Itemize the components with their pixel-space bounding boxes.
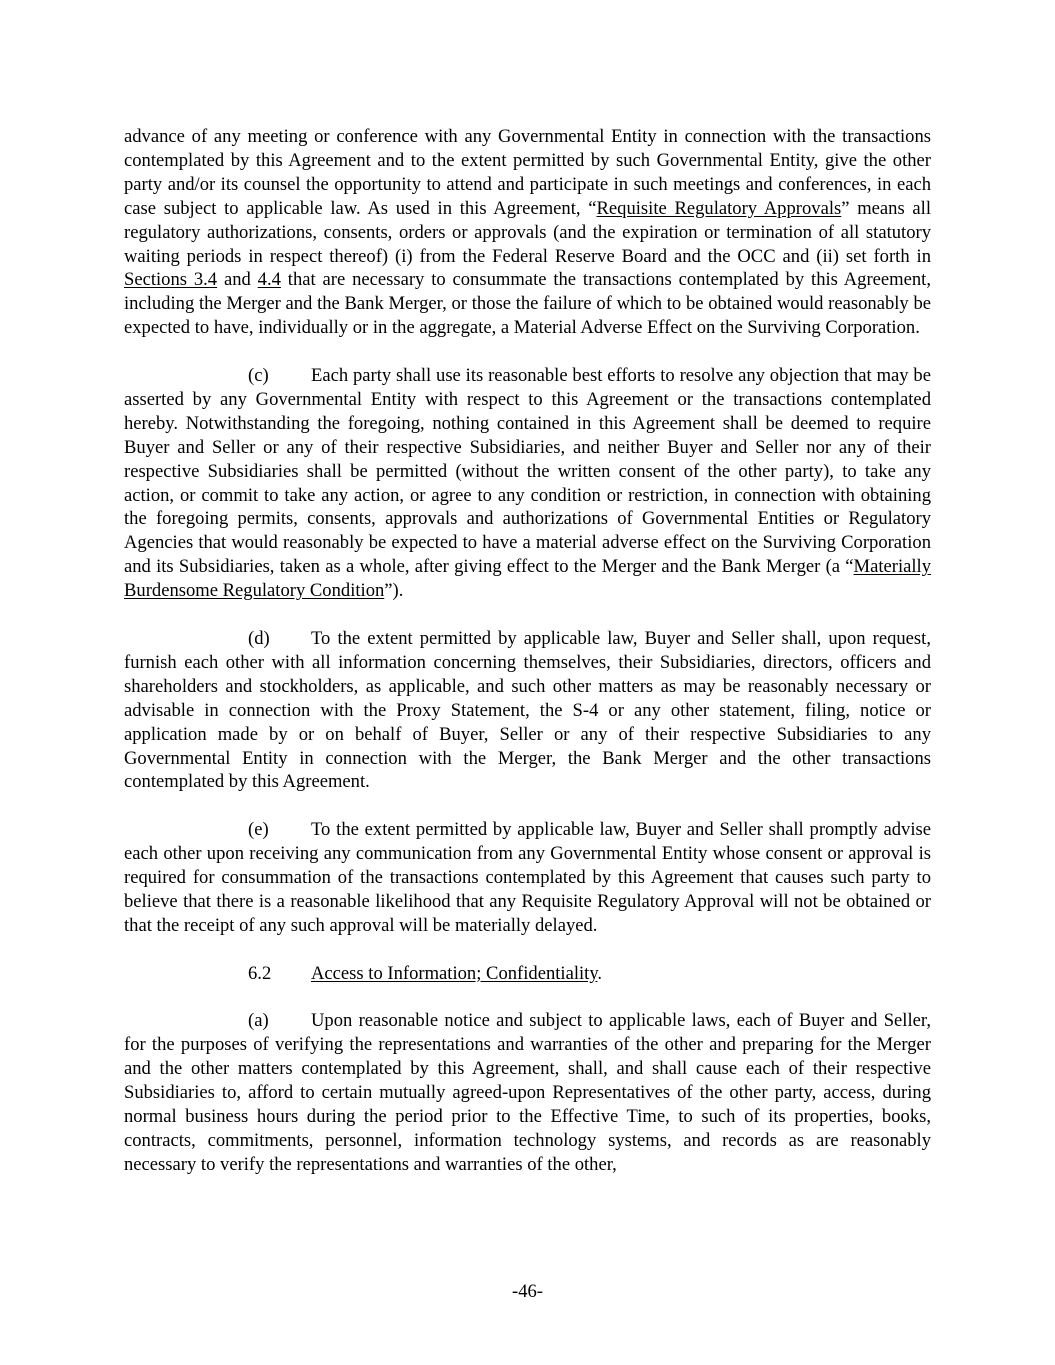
paragraph-d-marker: (d) (248, 628, 270, 649)
section-number: 6.2 (248, 962, 272, 984)
section-title: Access to Information; Confidentiality (311, 962, 598, 984)
defined-term-requisite-regulatory-approvals: Requisite Regulatory Approvals (596, 197, 842, 219)
paragraph-e: (e) To the extent permitted by applicable law, Buyer and Seller shall promptly advise each other upon receiving any communication from any Governmental Entity whose consent or approval is required for consummation of the transactions contemplated by this Agreement that causes such party to believe that there is a reasonable likelihood that any Requisite Regulatory Approval will not be obtained or that the receipt of any such approval will be materially delayed. (124, 819, 931, 936)
cross-reference-4-4: 4.4 (257, 269, 281, 291)
document-body (124, 125, 931, 1201)
paragraph-c-marker: (c) (248, 365, 269, 387)
page-number: -46- (512, 1281, 543, 1302)
paragraph-c: (c) Each party shall use its reasonable best efforts to resolve any objection that may be asserted by any Governmental Entity with respect to this Agreement or the transactions contemplated hereby. Notwithstanding the foregoing, nothing contained in this Agreement shall be deemed to require Buyer and Seller or any of their respective Subsidiaries, and neither Buyer and Seller nor any of their respective Subsidiaries shall be permitted (without the written consent of the other party), to take any action, or commit to take any action, or agree to any condition or restriction, in connection with obtaining the foregoing permits, consents, approvals and authorizations of Governmental Entities or Regulatory Agencies that would reasonably be expected to have a material adverse effect on the Surviving Corporation and its Subsidiaries, taken as a whole, after giving effect to the Merger and the Bank Merger (a “Materially Burdensome Regulatory Condition”). (124, 365, 931, 602)
paragraph-a: (a) Upon reasonable notice and subject to applicable laws, each of Buyer and Seller, for the purposes of verifying the representations and warranties of the other and preparing for the Merger and the other matters contemplated by this Agreement, shall, and shall cause each of their respective Subsidiaries to, afford to certain mutually agreed-upon Representatives of the other party, access, during normal business hours during the period prior to the Effective Time, to such of its properties, books, contracts, commitments, personnel, information technology systems, and records as are reasonably necessary to verify the representations and warranties of the other, (124, 1010, 931, 1175)
paragraph-a-marker: (a) (248, 1010, 269, 1032)
section-6-2-heading: 6.2 Access to Information; Confidentiality. (248, 962, 603, 984)
paragraph-b-continuation: advance of any meeting or conference with any Governmental Entity in connection with the transactions contemplated by this Agreement and to the extent permitted by such Governmental Entity, give the other party and/or its counsel the opportunity to attend and participate in such meetings and conferences, in each case subject to applicable law. As used in this Agreement, “Requisite Regulatory Approvals” means all regulatory authorizations, consents, orders or approvals (and the expiration or termination of all statutory waiting periods in respect thereof) (i) from the Federal Reserve Board and the OCC and (ii) set forth in Sections 3.4 and 4.4 that are necessary to consummate the transactions contemplated by this Agreement, including the Merger and the Bank Merger, or those the failure of which to be obtained would reasonably be expected to have, individually or in the aggregate, a Material Adverse Effect on the Surviving Corporation. (124, 126, 932, 339)
paragraph-e-marker: (e) (248, 819, 269, 841)
defined-term-materially-burdensome-regulatory-condition: Materially Burdensome Regulatory Condition (124, 556, 931, 602)
cross-reference-sections-3-4: Sections 3.4 (124, 269, 218, 291)
paragraph-d: (d) To the extent permitted by applicable law, Buyer and Seller shall, upon request, furnish each other with all information concerning themselves, their Subsidiaries, directors, officers and shareholders and stockholders, as applicable, and such other matters as may be reasonably necessary or advisable in connection with the Proxy Statement, the S-4 or any other statement, filing, notice or application made by or on behalf of Buyer, Seller or any of their respective Subsidiaries to any Governmental Entity in connection with the Merger, the Bank Merger and the other transactions contemplated by this Agreement. (124, 628, 931, 793)
